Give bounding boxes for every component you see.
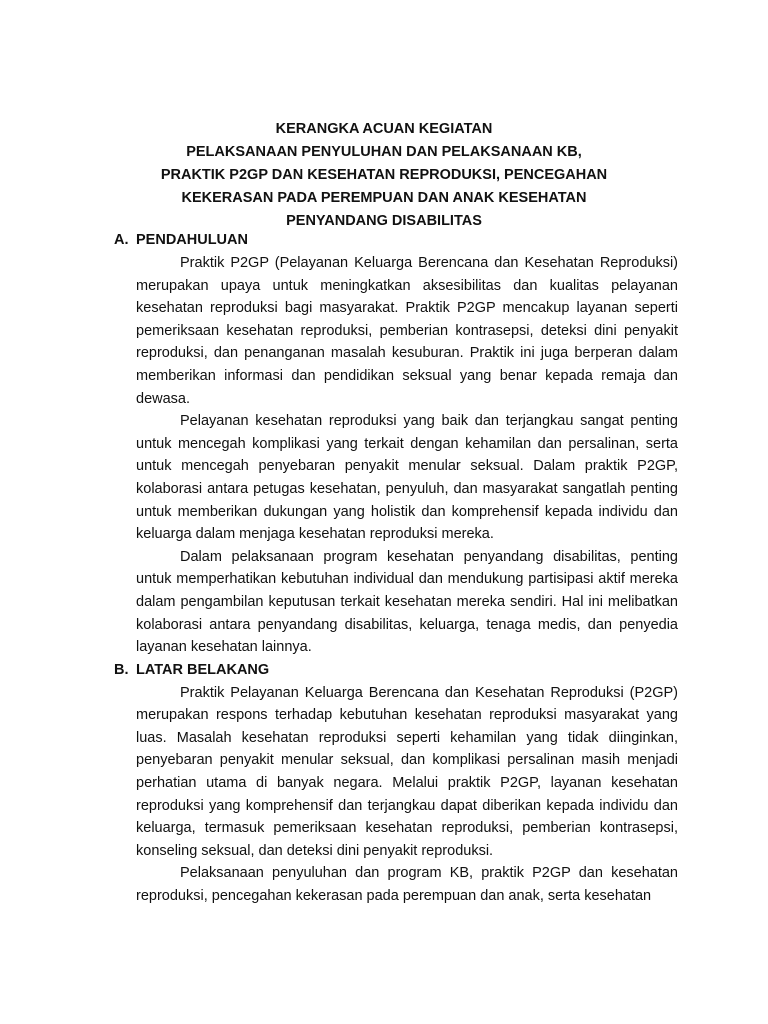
section-heading [114,229,678,252]
title-line-4: KEKERASAN PADA PEREMPUAN DAN ANAK KESEHATAN [181,190,587,206]
paragraph: Dalam pelaksanaan program kesehatan penyandang disabilitas, penting untuk memperhatikan kebutuhan individual dan mendukung partisipasi aktif mereka dalam pengambilan keputusan terkait kesehatan mereka sendiri. Hal ini melibatkan kolaborasi antara penyandang disabilitas, keluarga, tenaga medis, dan penyedia layanan kesehatan lainnya. [136,548,678,656]
section-heading [114,659,678,682]
section-letter: A. [114,232,129,248]
title-line-2: PELAKSANAAN PENYULUHAN DAN PELAKSANAAN KB, [186,144,582,160]
document-body [114,229,678,908]
section-heading-text: LATAR BELAKANG [136,661,270,678]
paragraph: Pelayanan kesehatan reproduksi yang baik dan terjangkau sangat penting untuk mencegah komplikasi yang terkait dengan kehamilan dan persalinan, serta untuk mencegah penyebaran penyakit menular seksual. Dalam praktik P2GP, kolaborasi antara petugas kesehatan, penyuluh, dan masyarakat sangatlah penting untuk memberikan dukungan yang holistik dan komprehensif kepada individu dan keluarga dalam menjaga kesehatan reproduksi mereka. [136,413,678,543]
section-letter: B. [114,661,129,678]
title-line-1: KERANGKA ACUAN KEGIATAN [275,121,493,137]
paragraph: Praktik Pelayanan Keluarga Berencana dan Kesehatan Reproduksi (P2GP) merupakan respons terhadap kebutuhan kesehatan reproduksi masyarakat yang luas. Masalah kesehatan reproduksi seperti kehamilan yang tidak diinginkan, penyebaran penyakit menular seksual, dan komplikasi persalinan masih menjadi perhatian utama di banyak negara. Melalui praktik P2GP, layanan kesehatan reproduksi yang komprehensif dan terjangkau dapat diberikan kepada individu dan keluarga, termasuk pemeriksaan kesehatan reproduksi, pemberian kontrasepsi, konseling seksual, dan deteksi dini penyakit reproduksi. [136,684,678,859]
paragraph: Pelaksanaan penyuluhan dan program KB, praktik P2GP dan kesehatan reproduksi, pencegahan kekerasan pada perempuan dan anak, serta kesehatan [136,865,678,905]
section-pendahuluan [114,229,678,659]
section-heading-text: PENDAHULUAN [136,232,248,248]
section-latar-belakang [114,659,678,908]
paragraph: Praktik P2GP (Pelayanan Keluarga Berencana dan Kesehatan Reproduksi) merupakan upaya untuk meningkatkan aksesibilitas dan kualitas pelayanan kesehatan reproduksi bagi masyarakat. Praktik P2GP mencakup layanan seperti pemeriksaan kesehatan reproduksi, pemberian kontrasepsi, deteksi dini penyakit reproduksi, dan penanganan masalah kesuburan. Praktik ini juga berperan dalam memberikan informasi dan pendidikan seksual yang benar kepada remaja dan dewasa. [136,255,678,407]
title-line-3: PRAKTIK P2GP DAN KESEHATAN REPRODUKSI, PENCEGAHAN [160,167,608,183]
document-title [0,118,768,233]
title-line-5: PENYANDANG DISABILITAS [286,213,482,229]
